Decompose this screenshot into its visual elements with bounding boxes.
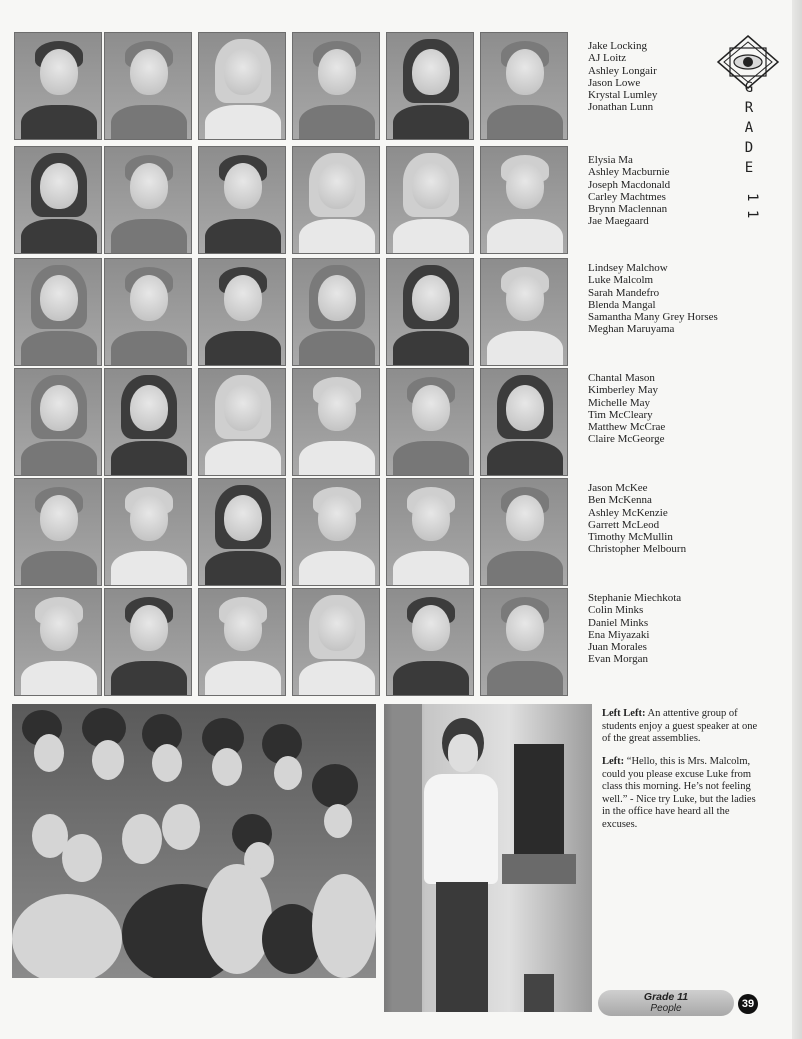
student-name: Lindsey Malchow	[588, 262, 668, 274]
student-name: Samantha Many Grey Horses	[588, 311, 718, 324]
portrait-photo	[198, 146, 286, 254]
portrait-photo	[292, 146, 380, 254]
student-name: Christopher Melbourn	[588, 543, 687, 556]
student-name: AJ Loitz	[588, 52, 627, 65]
portrait-photo	[480, 368, 568, 476]
student-name: Timothy McMullin	[588, 531, 673, 544]
caption-label: Left:	[602, 756, 625, 767]
portrait-row-1	[12, 32, 572, 140]
student-name: Chantal Mason	[588, 372, 655, 384]
portrait-photo	[386, 32, 474, 140]
student-name: Sarah Mandefro	[588, 286, 660, 299]
grade-letter: D	[744, 140, 754, 156]
footer-subsection: People	[650, 1003, 682, 1014]
student-name: Jonathan Lunn	[588, 101, 654, 114]
student-name: Stephanie Miechkota	[588, 592, 682, 604]
student-name: Jake Locking	[588, 40, 647, 52]
portrait-photo	[104, 32, 192, 140]
student-name: Brynn Maclennan	[588, 203, 668, 216]
portrait-photo	[14, 368, 102, 476]
portrait-photo	[198, 32, 286, 140]
student-name: Krystal Lumley	[588, 89, 658, 102]
caption-label: Left Left:	[602, 708, 646, 719]
student-name: Matthew McCrae	[588, 421, 666, 434]
assembly-crowd-photo	[12, 704, 376, 978]
student-name: Tim McCleary	[588, 408, 653, 421]
name-list-row-6	[588, 592, 748, 666]
portrait-photo	[292, 32, 380, 140]
portrait-row-2	[12, 146, 572, 254]
portrait-photo	[386, 258, 474, 366]
student-name: Ena Miyazaki	[588, 628, 650, 641]
portrait-photo	[198, 478, 286, 586]
portrait-row-4	[12, 368, 572, 476]
student-name: Ashley Longair	[588, 64, 657, 77]
name-list-row-3	[588, 262, 748, 336]
student-name: Michelle May	[588, 396, 651, 409]
student-name: Jae Maegaard	[588, 215, 649, 228]
portrait-photo	[292, 478, 380, 586]
portrait-photo	[386, 478, 474, 586]
portrait-photo	[198, 258, 286, 366]
student-name: Juan Morales	[588, 641, 647, 654]
student-name: Claire McGeorge	[588, 433, 665, 446]
student-name: Joseph Macdonald	[588, 178, 671, 191]
portrait-photo	[104, 588, 192, 696]
caption-text: An attentive group of students enjoy a guest speaker at one of the great assemblies.	[602, 708, 758, 745]
portrait-row-5	[12, 478, 572, 586]
footer-section: Grade 11	[643, 991, 689, 1003]
portrait-photo	[14, 258, 102, 366]
caption-text: “Hello, this is Mrs. Malcolm, could you please excuse Luke from class this morning. He’s not feeling well.” - Nice try Luke, but the ladies in the office have heard all the excuses.	[602, 756, 756, 830]
portrait-photo	[14, 146, 102, 254]
page-edge	[792, 0, 802, 1039]
student-name: Jason Lowe	[588, 76, 641, 89]
grade-letter: G	[744, 80, 754, 96]
student-name: Evan Morgan	[588, 653, 648, 666]
portrait-photo	[480, 478, 568, 586]
section-footer	[598, 990, 734, 1016]
student-name: Meghan Maruyama	[588, 323, 675, 336]
portrait-photo	[104, 258, 192, 366]
portrait-photo	[480, 588, 568, 696]
student-name: Garrett McLeod	[588, 518, 660, 531]
portrait-photo	[292, 368, 380, 476]
student-name: Ashley McKenzie	[588, 506, 668, 519]
portrait-photo	[386, 146, 474, 254]
portrait-photo	[480, 32, 568, 140]
phone-call-photo	[384, 704, 592, 1012]
portrait-photo	[104, 146, 192, 254]
grade-number: 1 1	[744, 193, 760, 219]
student-name: Carley Machtmes	[588, 190, 666, 203]
portrait-photo	[480, 258, 568, 366]
portrait-photo	[14, 32, 102, 140]
student-name: Jason McKee	[588, 482, 648, 494]
portrait-photo	[104, 368, 192, 476]
portrait-photo	[14, 588, 102, 696]
portrait-row-6	[12, 588, 572, 696]
name-list-row-5	[588, 482, 748, 556]
student-name: Kimberley May	[588, 384, 658, 397]
portrait-photo	[104, 478, 192, 586]
caption-phone	[602, 756, 762, 832]
student-name: Ben McKenna	[588, 494, 652, 507]
portrait-photo	[386, 368, 474, 476]
portrait-photo	[386, 588, 474, 696]
grade-letter: E	[744, 160, 754, 176]
portrait-photo	[14, 478, 102, 586]
name-list-row-4	[588, 372, 748, 446]
portrait-photo	[292, 258, 380, 366]
student-name: Luke Malcolm	[588, 274, 654, 287]
student-name: Elysia Ma	[588, 154, 633, 166]
grade-letter: A	[744, 120, 754, 136]
student-name: Colin Minks	[588, 604, 644, 617]
portrait-row-3	[12, 258, 572, 366]
student-name: Ashley Macburnie	[588, 166, 670, 179]
portrait-photo	[480, 146, 568, 254]
portrait-photo	[292, 588, 380, 696]
portrait-photo	[198, 588, 286, 696]
student-name: Blenda Mangal	[588, 298, 656, 311]
student-name: Daniel Minks	[588, 616, 649, 629]
caption-assembly	[602, 708, 762, 746]
grade-letter: R	[744, 100, 754, 116]
portrait-photo	[198, 368, 286, 476]
name-list-row-2	[588, 154, 748, 228]
page-number: 39	[738, 994, 758, 1014]
